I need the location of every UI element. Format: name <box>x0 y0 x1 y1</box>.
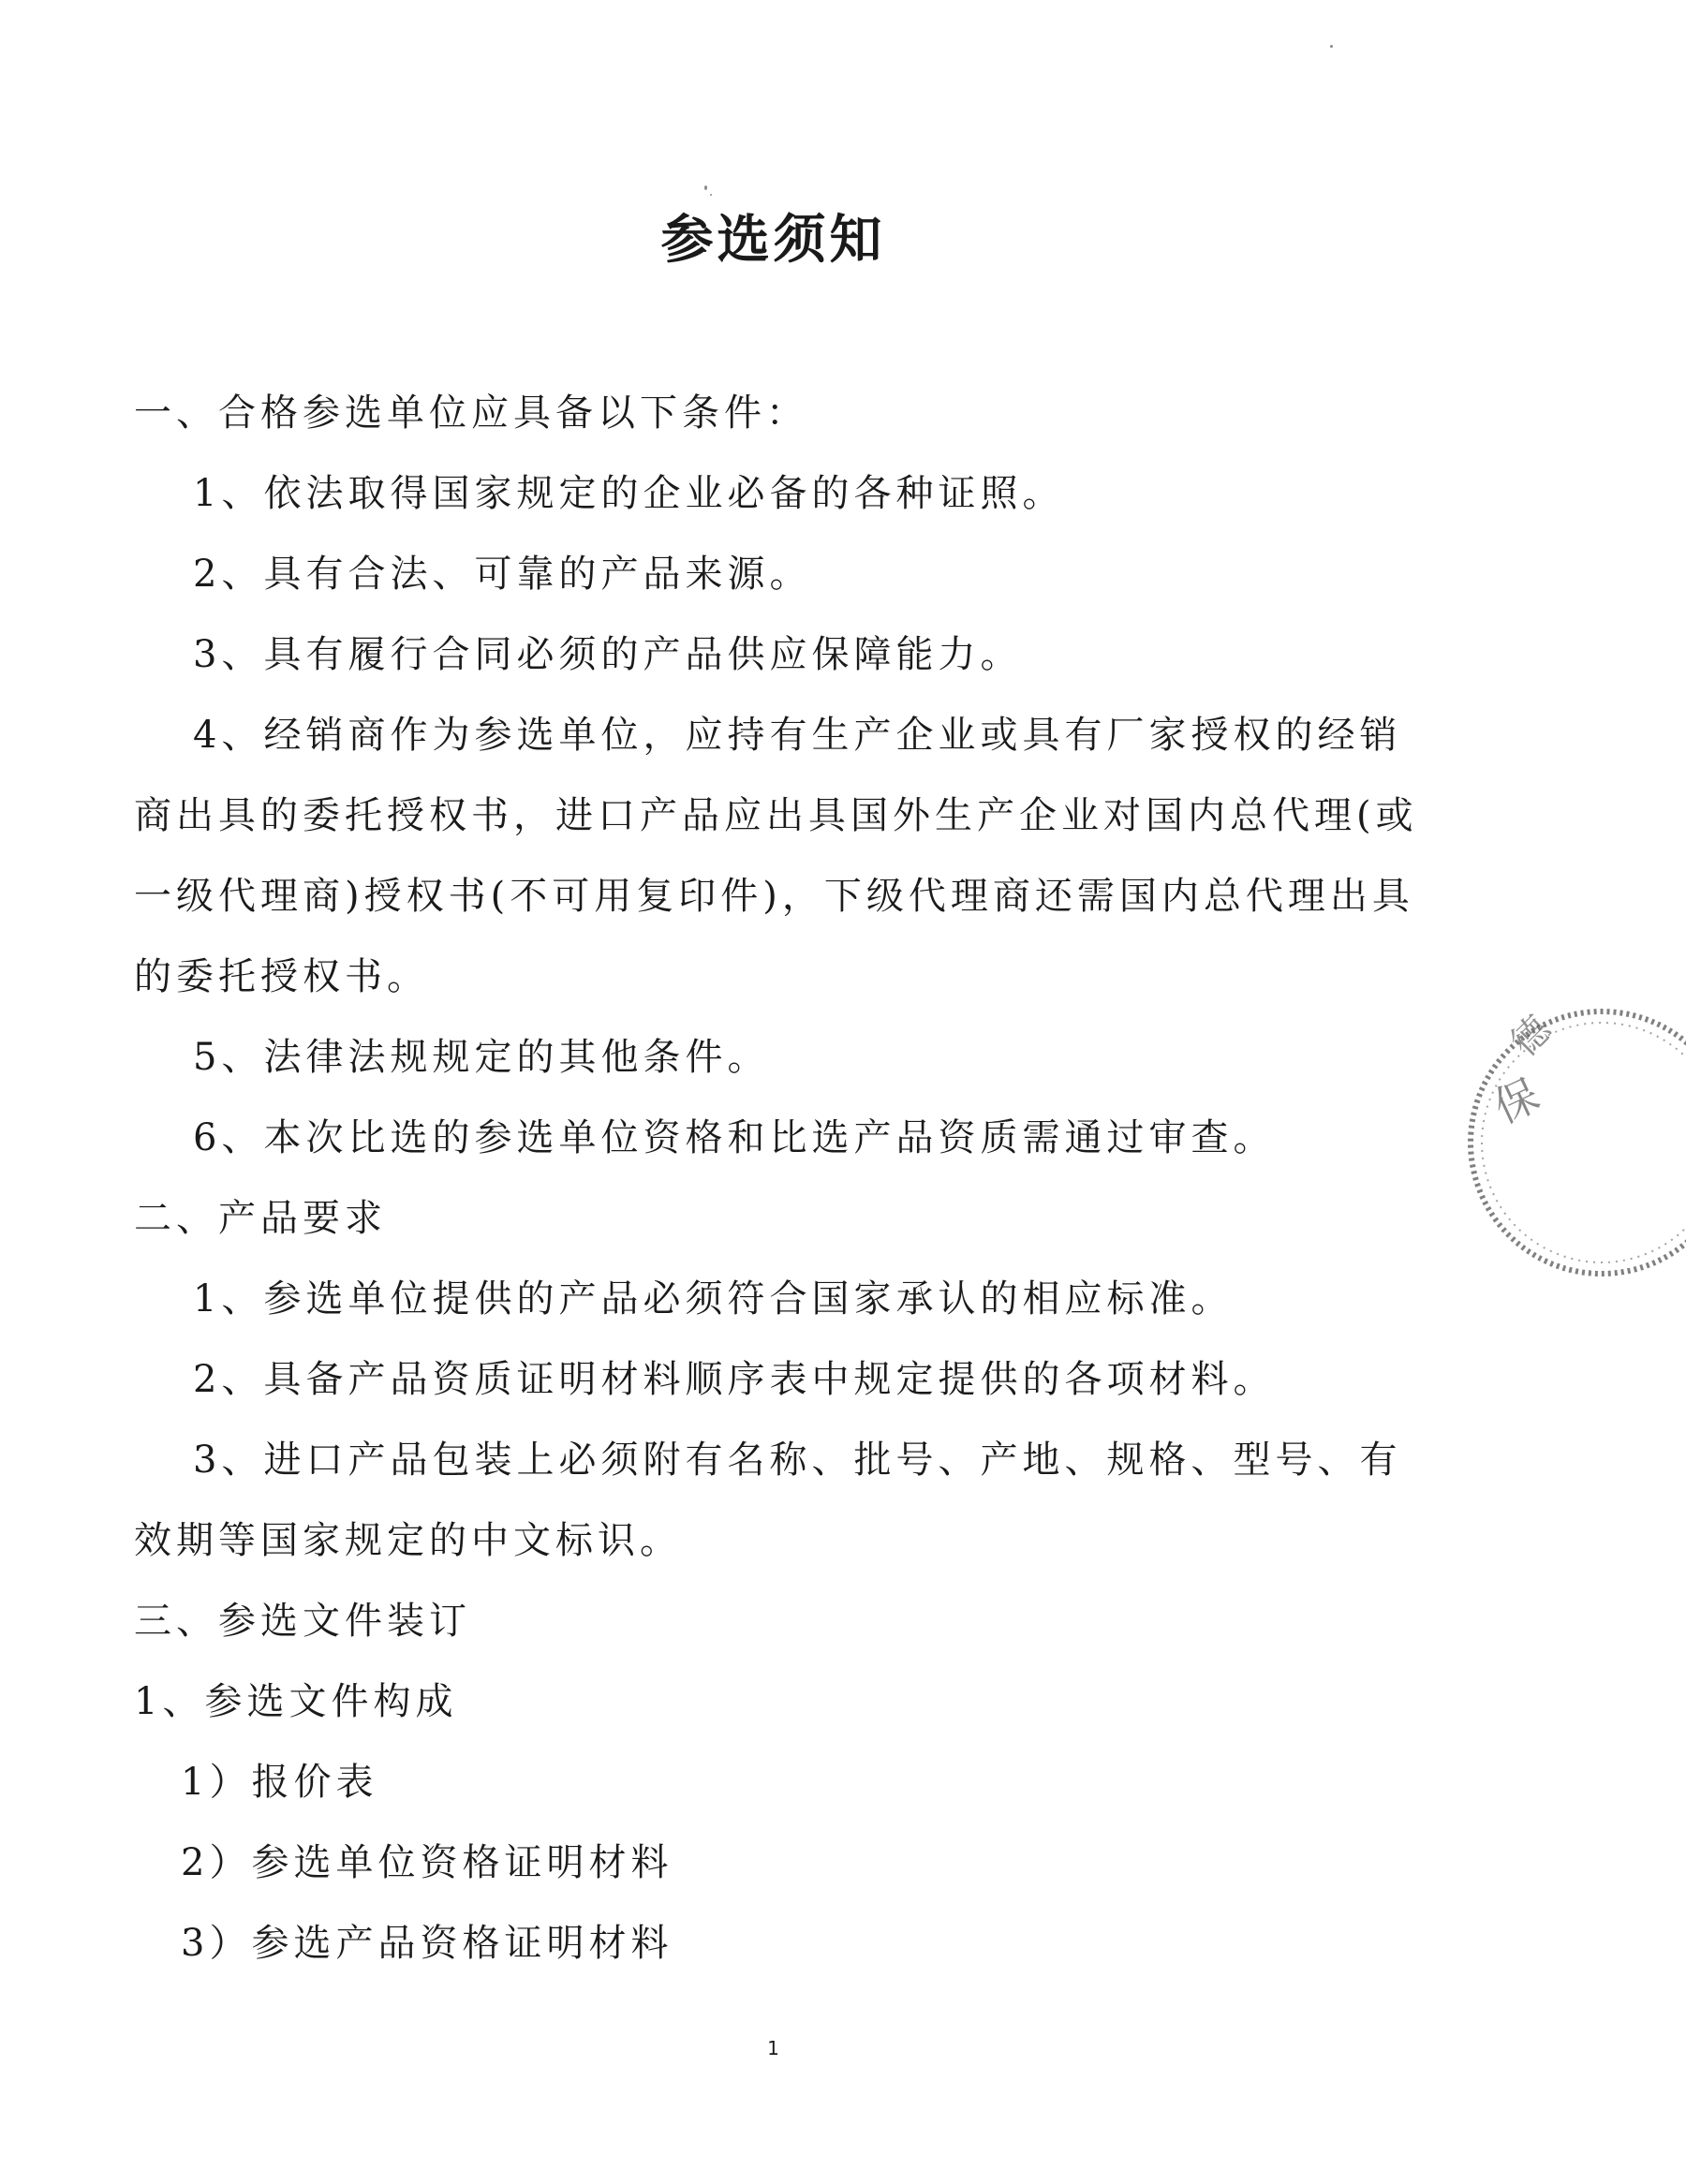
seal-char: 德 <box>1502 1008 1560 1066</box>
paragraph-line: 2、具有合法、可靠的产品来源。 <box>193 553 812 596</box>
page-number: 1 <box>767 2037 779 2059</box>
paragraph-line: 6、本次比选的参选单位资格和比选产品资质需通过审查。 <box>193 1116 1276 1159</box>
paragraph-line: 1、参选单位提供的产品必须符合国家承认的相应标准。 <box>193 1277 1234 1321</box>
section-heading-3: 三、参选文件装订 <box>134 1600 471 1643</box>
seal-stamp <box>1461 1002 1686 1283</box>
document-title: 参选须知 <box>660 210 886 271</box>
paragraph-line: 商出具的委托授权书，进口产品应出具国外生产企业对国内总代理(或 <box>134 794 1418 837</box>
scan-speck <box>1330 45 1333 48</box>
paragraph-line: 效期等国家规定的中文标识。 <box>134 1519 682 1562</box>
list-item: 1）报价表 <box>181 1761 378 1804</box>
list-item: 3）参选产品资格证明材料 <box>181 1922 673 1965</box>
paragraph-line: 的委托授权书。 <box>134 955 429 998</box>
paragraph-line: 4、经销商作为参选单位，应持有生产企业或具有厂家授权的经销 <box>193 714 1402 757</box>
section-heading-2: 二、产品要求 <box>134 1197 387 1240</box>
paragraph-line: 1、依法取得国家规定的企业必备的各种证照。 <box>193 472 1065 515</box>
seal-char: 保 <box>1486 1069 1547 1133</box>
paragraph-line: 5、法律法规规定的其他条件。 <box>193 1036 770 1079</box>
document-body <box>134 373 1418 1984</box>
section-heading-1: 一、合格参选单位应具备以下条件： <box>134 391 808 435</box>
subsection-heading: 1、参选文件构成 <box>134 1680 458 1723</box>
paragraph-line: 2、具备产品资质证明材料顺序表中规定提供的各项材料。 <box>193 1358 1276 1401</box>
list-item: 2）参选单位资格证明材料 <box>181 1841 673 1884</box>
paragraph-line: 3、进口产品包装上必须附有名称、批号、产地、规格、型号、有 <box>193 1439 1402 1482</box>
paragraph-line: 3、具有履行合同必须的产品供应保障能力。 <box>193 633 1023 676</box>
paragraph-line: 一级代理商)授权书(不可用复印件)，下级代理商还需国内总代理出具 <box>134 875 1414 918</box>
scan-speck <box>710 194 712 196</box>
scan-speck <box>704 185 707 190</box>
